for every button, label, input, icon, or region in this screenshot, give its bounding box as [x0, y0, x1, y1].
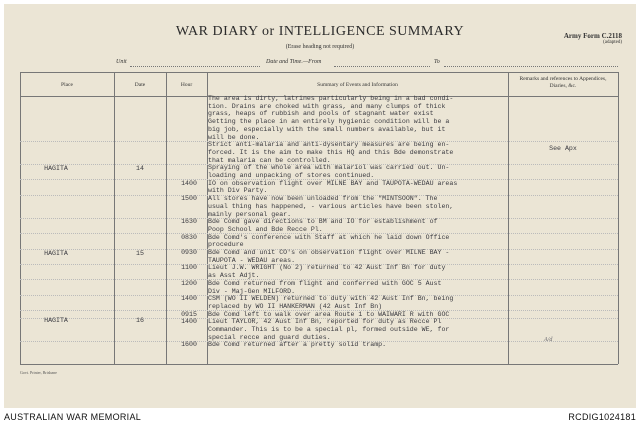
date-cell: 14 — [136, 165, 144, 172]
entry-line: Bde Comd returned after a pretty solid tramp. — [208, 341, 387, 349]
entry-line: usual thing has happened, - various articles have been stolen, — [208, 202, 454, 210]
entry-hour: 1400 — [181, 179, 197, 187]
diary-entry — [208, 218, 508, 233]
entry-hour: 0915 — [181, 310, 197, 318]
diary-entry — [208, 164, 508, 179]
entry-hour: 1400 — [181, 295, 197, 303]
entry-line: replaced by WO II HANKERMAN (42 Aust Inf Bn) — [208, 302, 383, 310]
form-subtitle: (Erase heading not required) — [285, 44, 355, 50]
diary-page — [4, 4, 636, 408]
entry-line: Bde Comd returned from flight and conferred with GOC 5 Aust — [208, 279, 442, 287]
date-cell: 16 — [136, 317, 144, 324]
entry-line: tion. Drains are choked with grass, and many clumps of thick — [208, 102, 446, 110]
diary-entry — [208, 341, 508, 349]
entry-line: All stores have now been unloaded from the "MINTSOON". The — [208, 195, 438, 203]
entry-line: mainly personal gear. — [208, 210, 292, 218]
entry-line: IO on observation flight over MILNE BAY and TAUPOTA-WEDAU areas — [208, 179, 458, 187]
entry-line: Strict anti-malaria and anti-dysentary measures are being en- — [208, 141, 450, 149]
entry-line: will be done. — [208, 133, 260, 141]
entry-line: The area is dirty, latrines particularly being in a bad condi- — [208, 95, 454, 102]
place-cell: HAGITA — [44, 317, 68, 324]
to-dotted-line — [444, 66, 618, 67]
entry-line: big job, especially with the small numbers available, but it — [208, 125, 446, 133]
entry-hour: 0930 — [181, 249, 197, 256]
table-bottom-border — [20, 364, 618, 365]
entry-line: Getting the place in an entirely hygienic condition will be a — [208, 118, 450, 126]
entry-hour: 1630 — [181, 218, 197, 226]
entry-line: Bde Comd gave directions to BM and IO for establishment of — [208, 218, 438, 226]
diary-entry — [208, 264, 508, 279]
diary-entry — [208, 95, 508, 141]
diary-entry — [208, 249, 508, 264]
unit-label: Unit — [116, 59, 127, 65]
entry-line: that malaria can be controlled. — [208, 156, 331, 164]
entry-line: Bde Comd left to walk over area Route 1 to WAIWARI R with GOC — [208, 310, 450, 318]
column-header-place: Place — [61, 82, 73, 88]
entry-hour: 1100 — [181, 264, 197, 272]
diary-entry — [208, 180, 508, 195]
entry-line: Lieut J.W. WRIGHT (No 2) returned to 42 Aust Inf Bn for duty — [208, 264, 446, 272]
to-label: To — [434, 59, 440, 65]
diary-entry — [208, 295, 508, 310]
entry-line: Poop School and Bde Recce Pl. — [208, 225, 323, 233]
entry-line: CSM (WO II WELDEN) returned to duty with 42 Aust Inf Bn, being — [208, 295, 454, 303]
column-header-remarks: Remarks and references to Appendices, Diaries, &c. — [519, 76, 607, 89]
document-id: RCDIG1024181 — [568, 412, 636, 422]
entry-line: procedure — [208, 241, 244, 249]
entry-hour: 1200 — [181, 279, 197, 287]
date-dotted-line — [334, 66, 430, 67]
diary-entry — [208, 195, 508, 218]
adapted-label: (adapted) — [603, 40, 622, 45]
diary-entry — [208, 141, 508, 164]
entry-line: Lieut TAYLOR, 42 Aust Inf Bn, reported for duty as Recce Pl — [208, 318, 442, 326]
printer-imprint: Govt. Printer, Brisbane — [20, 370, 57, 375]
army-form-label: Army Form C.2118 — [563, 32, 622, 40]
entry-line: loading and unpacking of stores continued. — [208, 172, 375, 179]
diary-entry — [208, 234, 508, 249]
entry-hour: 1400 — [181, 318, 197, 326]
column-header-date: Date — [134, 82, 146, 88]
remark-see-apx: See Apx — [549, 145, 577, 152]
place-cell: HAGITA — [44, 165, 68, 172]
entry-hour: 1600 — [181, 341, 197, 349]
date-time-label: Date and Time.—From — [266, 59, 322, 65]
army-form-number — [564, 32, 622, 45]
entry-line: special recce and guard duties. — [208, 333, 331, 341]
date-cell: 15 — [136, 250, 144, 257]
entry-line: Commander. This is to be a special pl, formed outside WE, for — [208, 326, 450, 333]
archive-footer — [0, 408, 640, 428]
entry-hour: 0830 — [181, 233, 197, 241]
entry-line: TAUPOTA - WEDAU areas. — [208, 256, 296, 264]
entry-line: Spraying of the whole area with malariol was carried out. Un- — [208, 164, 450, 172]
entry-line: forced. It is the aim to make this HQ and this Bde demonstrate — [208, 148, 454, 156]
place-cell: HAGITA — [44, 250, 68, 257]
entry-line: Div - Maj-Gen MILFORD. — [208, 287, 296, 295]
column-header-hour: Hour — [180, 82, 193, 88]
archive-name: AUSTRALIAN WAR MEMORIAL — [4, 412, 142, 422]
unit-dotted-line — [130, 66, 260, 67]
entry-line: as Asst Adjt. — [208, 272, 260, 280]
entry-line: Bde Comd's conference with Staff at which he laid down Office — [208, 233, 450, 241]
handwritten-annotation: A/d — [544, 337, 553, 343]
entry-line: grass, heaps of rubbish and pools of stagnant water exist — [208, 110, 434, 118]
entry-hour: 1500 — [181, 195, 197, 203]
entry-line: Bde Comd and unit CO's on observation flight over MILNE BAY - — [208, 249, 450, 256]
table-top-border — [20, 72, 618, 73]
form-title: WAR DIARY or INTELLIGENCE SUMMARY — [175, 24, 465, 39]
diary-entry — [208, 280, 508, 295]
column-header-summary: Summary of Events and Information — [317, 82, 398, 88]
table-right-border — [618, 72, 619, 364]
diary-entry — [208, 318, 508, 341]
diary-entry — [208, 311, 508, 319]
entry-line: with Div Party. — [208, 187, 268, 195]
